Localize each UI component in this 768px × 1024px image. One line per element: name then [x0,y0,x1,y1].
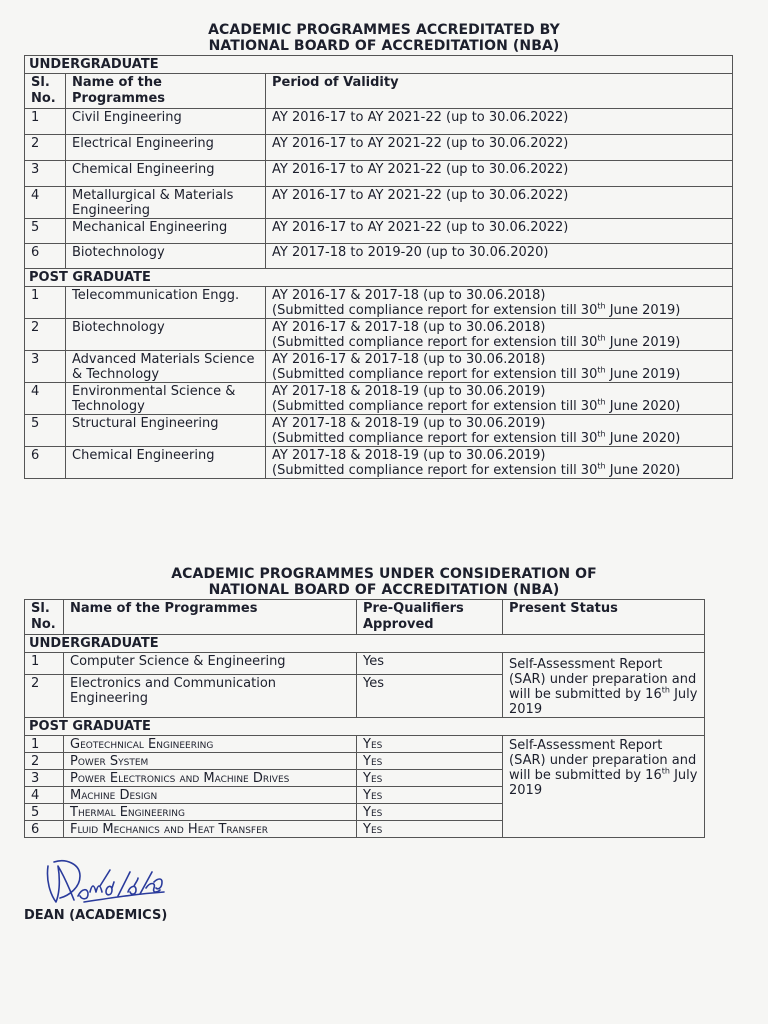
pg-section-heading: POST GRADUATE [25,269,733,287]
sl-cell: 1 [25,653,64,675]
consideration-title [0,566,768,598]
sl-cell: 6 [25,447,66,479]
ug-section-row [25,56,733,74]
validity-cell: AY 2016-17 to AY 2021-22 (up to 30.06.2022) [266,161,733,187]
programme-cell: Computer Science & Engineering [64,653,357,675]
consideration-title-line2: NATIONAL BOARD OF ACCREDITATION (NBA) [208,582,560,598]
ug-section-heading: UNDERGRADUATE [25,56,733,74]
sl-cell: 3 [25,351,66,383]
sl-cell: 4 [25,187,66,219]
ug-section-row [25,635,705,653]
programme-cell: Telecommunication Engg. [66,287,266,319]
pq-cell: Yes [357,653,503,675]
pq-cell: Yes [357,675,503,718]
consideration-table [24,599,705,838]
table-row [25,161,733,187]
sl-cell: 4 [25,787,64,804]
pq-cell: Yes [357,770,503,787]
programme-cell: Electronics and Communication Engineering [64,675,357,718]
validity-cell: AY 2016-17 & 2017-18 (up to 30.06.2018) (Submitted compliance report for extension till 30th June 2019) [266,319,733,351]
programme-cell: Thermal Engineering [64,804,357,821]
table-row [25,244,733,269]
col-sl-header: Sl. No. [25,600,64,635]
ug-section-heading: UNDERGRADUATE [25,635,705,653]
accredited-title-line2: NATIONAL BOARD OF ACCREDITATION (NBA) [208,38,560,54]
programme-cell: Geotechnical Engineering [64,736,357,753]
pq-cell: Yes [357,787,503,804]
pq-cell: Yes [357,804,503,821]
table-row [25,187,733,219]
table-row [25,415,733,447]
sl-cell: 5 [25,415,66,447]
sl-cell: 2 [25,319,66,351]
table-row [25,109,733,135]
validity-cell: AY 2017-18 & 2018-19 (up to 30.06.2019) (Submitted compliance report for extension till 30th June 2020) [266,447,733,479]
programme-cell: Biotechnology [66,319,266,351]
table-row [25,319,733,351]
sl-cell: 1 [25,287,66,319]
programme-cell: Biotechnology [66,244,266,269]
sl-cell: 4 [25,383,66,415]
programme-cell: Fluid Mechanics and Heat Transfer [64,821,357,838]
table-row [25,135,733,161]
validity-cell: AY 2016-17 to AY 2021-22 (up to 30.06.2022) [266,187,733,219]
validity-cell: AY 2016-17 to AY 2021-22 (up to 30.06.2022) [266,219,733,244]
pq-cell: Yes [357,753,503,770]
header-row [25,600,705,635]
programme-cell: Mechanical Engineering [66,219,266,244]
validity-cell: AY 2016-17 & 2017-18 (up to 30.06.2018) (Submitted compliance report for extension till 30th June 2019) [266,287,733,319]
table-row [25,653,705,675]
sl-cell: 6 [25,244,66,269]
validity-cell: AY 2016-17 to AY 2021-22 (up to 30.06.2022) [266,135,733,161]
ug-status-cell: Self-Assessment Report (SAR) under preparation and will be submitted by 16th July 2019 [503,653,705,718]
table-row [25,219,733,244]
sl-cell: 2 [25,135,66,161]
table-row [25,383,733,415]
table-row [25,351,733,383]
programme-cell: Electrical Engineering [66,135,266,161]
programme-cell: Machine Design [64,787,357,804]
table-row [25,736,705,753]
sl-cell: 2 [25,753,64,770]
col-name-header: Name of the Programmes [66,74,266,109]
programme-cell: Metallurgical & Materials Engineering [66,187,266,219]
sl-cell: 3 [25,770,64,787]
validity-cell: AY 2017-18 & 2018-19 (up to 30.06.2019) (Submitted compliance report for extension till 30th June 2020) [266,415,733,447]
accredited-title-line1: ACADEMIC PROGRAMMES ACCREDITATED BY [208,22,560,38]
sl-cell: 2 [25,675,64,718]
consideration-title-line1: ACADEMIC PROGRAMMES UNDER CONSIDERATION OF [171,566,597,582]
sl-cell: 3 [25,161,66,187]
col-name-header: Name of the Programmes [64,600,357,635]
sl-cell: 5 [25,219,66,244]
table-row [25,447,733,479]
validity-cell: AY 2017-18 & 2018-19 (up to 30.06.2019) (Submitted compliance report for extension till 30th June 2020) [266,383,733,415]
pg-section-heading: POST GRADUATE [25,718,705,736]
table-row [25,287,733,319]
accredited-table [24,55,733,479]
sl-cell: 6 [25,821,64,838]
sl-cell: 1 [25,109,66,135]
pq-cell: Yes [357,821,503,838]
programme-cell: Advanced Materials Science & Technology [66,351,266,383]
col-sl-header: Sl. No. [25,74,66,109]
col-status-header: Present Status [503,600,705,635]
programme-cell: Power System [64,753,357,770]
programme-cell: Civil Engineering [66,109,266,135]
validity-cell: AY 2017-18 to 2019-20 (up to 30.06.2020) [266,244,733,269]
sl-cell: 5 [25,804,64,821]
programme-cell: Chemical Engineering [66,447,266,479]
pg-section-row [25,718,705,736]
programme-cell: Structural Engineering [66,415,266,447]
col-pq-header: Pre-Qualifiers Approved [357,600,503,635]
validity-cell: AY 2016-17 to AY 2021-22 (up to 30.06.2022) [266,109,733,135]
handwritten-signature [40,852,170,908]
pg-section-row [25,269,733,287]
pq-cell: Yes [357,736,503,753]
sl-cell: 1 [25,736,64,753]
col-validity-header: Period of Validity [266,74,733,109]
dean-academics-label: DEAN (ACADEMICS) [24,908,168,923]
pg-status-cell: Self-Assessment Report (SAR) under preparation and will be submitted by 16th July 2019 [503,736,705,838]
programme-cell: Environmental Science & Technology [66,383,266,415]
programme-cell: Chemical Engineering [66,161,266,187]
header-row [25,74,733,109]
programme-cell: Power Electronics and Machine Drives [64,770,357,787]
accredited-title [0,22,768,54]
validity-cell: AY 2016-17 & 2017-18 (up to 30.06.2018) (Submitted compliance report for extension till 30th June 2019) [266,351,733,383]
